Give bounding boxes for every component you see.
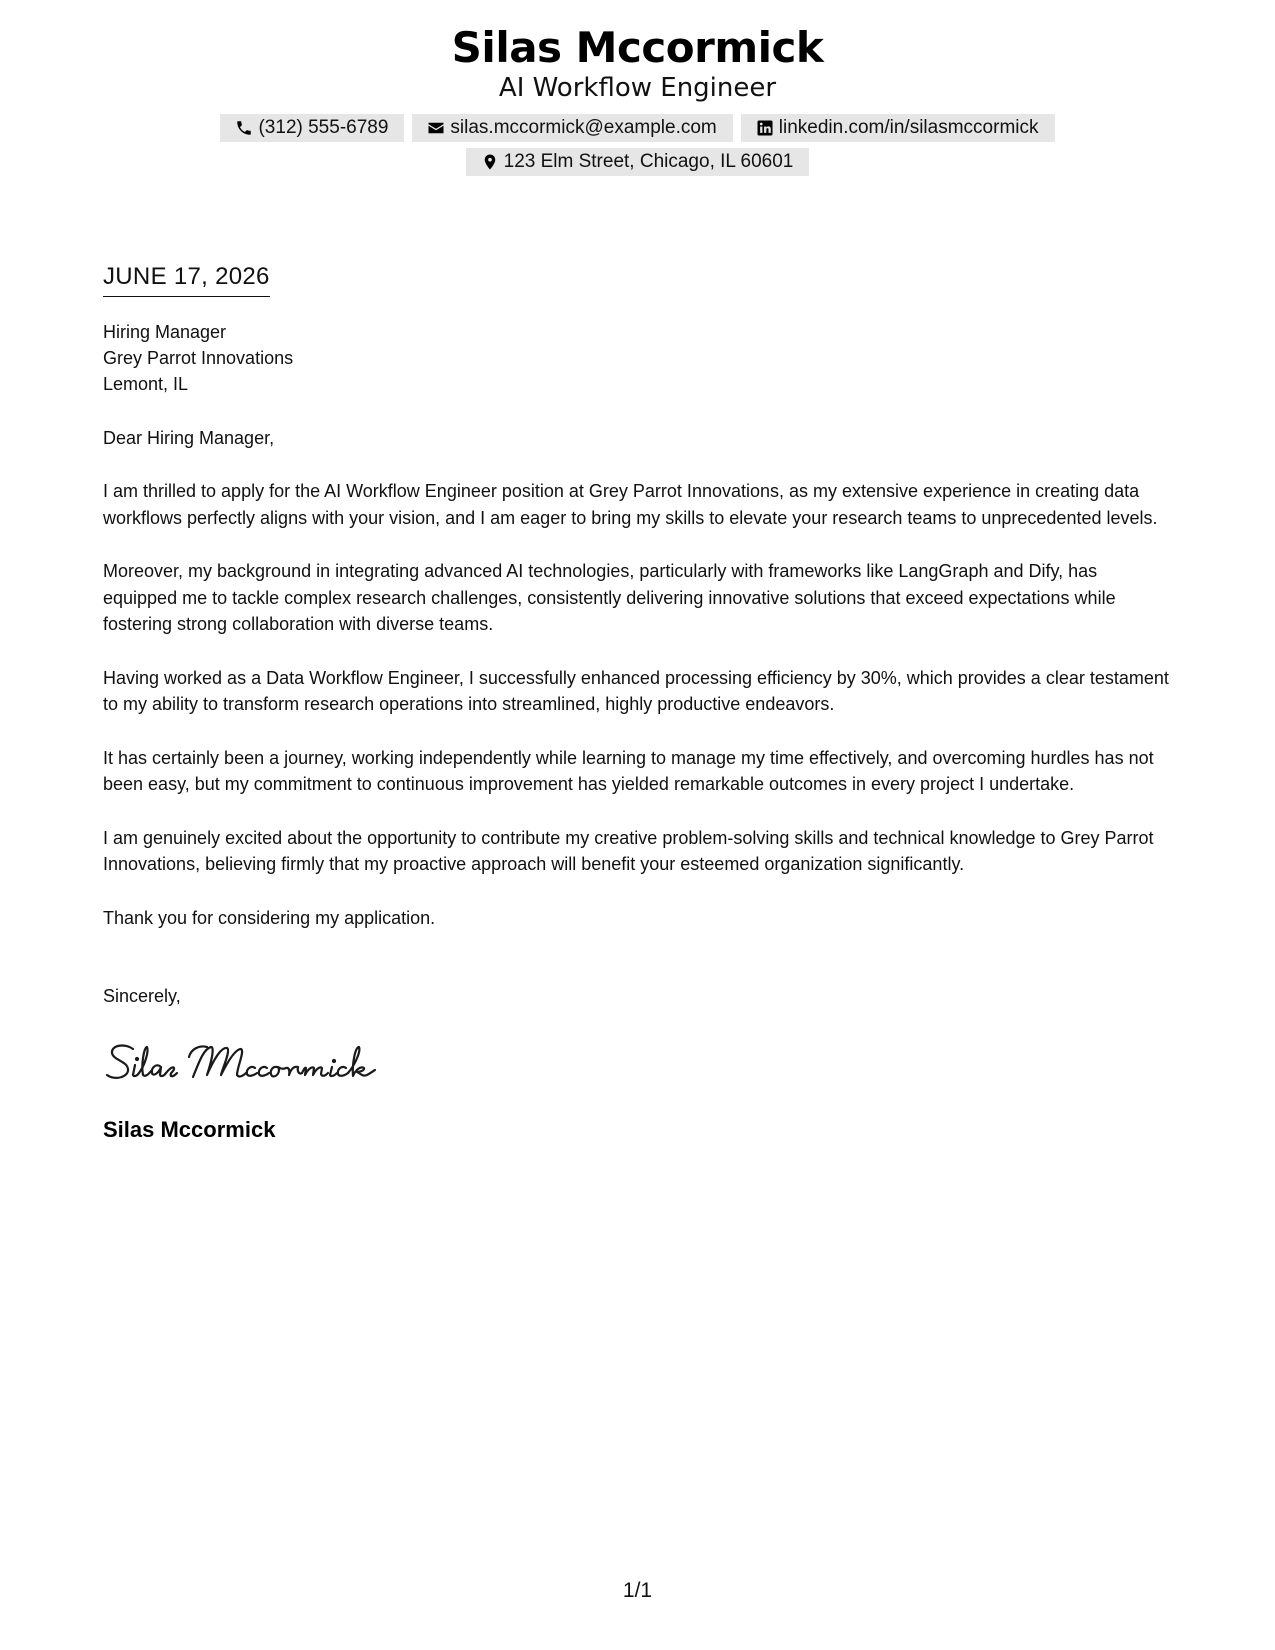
contact-row-primary [0, 114, 1275, 142]
applicant-name: Silas Mccormick [451, 23, 824, 72]
body-paragraph: It has certainly been a journey, working independently while learning to manage my time effectively, and overcoming hurdles has not been easy, but my commitment to continuous improvement has yielded remarkable outcomes in every project I undertake. [103, 747, 1154, 794]
linkedin-icon [755, 118, 775, 138]
job-title: AI Workflow Engineer [498, 73, 777, 103]
page-number: 1/1 [622, 1579, 653, 1602]
envelope-icon [426, 118, 446, 138]
linkedin-text: linkedin.com/in/silasmccormick [778, 117, 1039, 138]
handwritten-signature [103, 1009, 1173, 1096]
phone-icon [234, 118, 254, 138]
body-paragraph: Having worked as a Data Workflow Engineer, I successfully enhanced processing efficiency by 30%, which provides a clear testament to my ability to transform research operations into streamlined, highly productive endeavors. [103, 667, 1169, 714]
letter-header [0, 22, 1275, 176]
recipient-line: Grey Parrot Innovations [103, 348, 294, 368]
letter-date: JUNE 17, 2026 [103, 262, 270, 297]
closing: Sincerely, [103, 986, 181, 1006]
contact-address [466, 148, 810, 176]
body-paragraph: Moreover, my background in integrating advanced AI technologies, particularly with frameworks like LangGraph and Dify, has equipped me to tackle complex research challenges, consistently delivering innovative solutions that exceed expectations while fostering strong collaboration with diverse teams. [103, 561, 1116, 634]
signer-name: Silas Mccormick [103, 1117, 276, 1142]
email-text: silas.mccormick@example.com [450, 117, 717, 138]
body-paragraph: I am thrilled to apply for the AI Workflow Engineer position at Grey Parrot Innovations, as my extensive experience in creating data workflows perfectly aligns with your vision, and I am eager to bring my skills to elevate your research teams to unprecedented levels. [103, 481, 1158, 528]
signature-image [103, 1035, 403, 1091]
contact-email [412, 114, 732, 142]
contact-row-secondary [0, 148, 1275, 176]
phone-text: (312) 555-6789 [258, 117, 389, 138]
recipient-block [103, 319, 1173, 397]
letter-body [103, 262, 1173, 1144]
recipient-line: Hiring Manager [103, 322, 227, 342]
contact-linkedin [741, 114, 1055, 142]
contact-phone [220, 114, 404, 142]
body-paragraph: I am genuinely excited about the opportunity to contribute my creative problem-solving skills and technical knowledge to Grey Parrot Innovations, believing firmly that my proactive approach will benefit your esteemed organization significantly. [103, 827, 1154, 874]
recipient-line: Lemont, IL [103, 374, 189, 394]
salutation: Dear Hiring Manager, [103, 428, 275, 448]
map-pin-icon [480, 152, 500, 172]
body-paragraph: Thank you for considering my application. [103, 907, 436, 928]
address-text: 123 Elm Street, Chicago, IL 60601 [503, 151, 794, 172]
